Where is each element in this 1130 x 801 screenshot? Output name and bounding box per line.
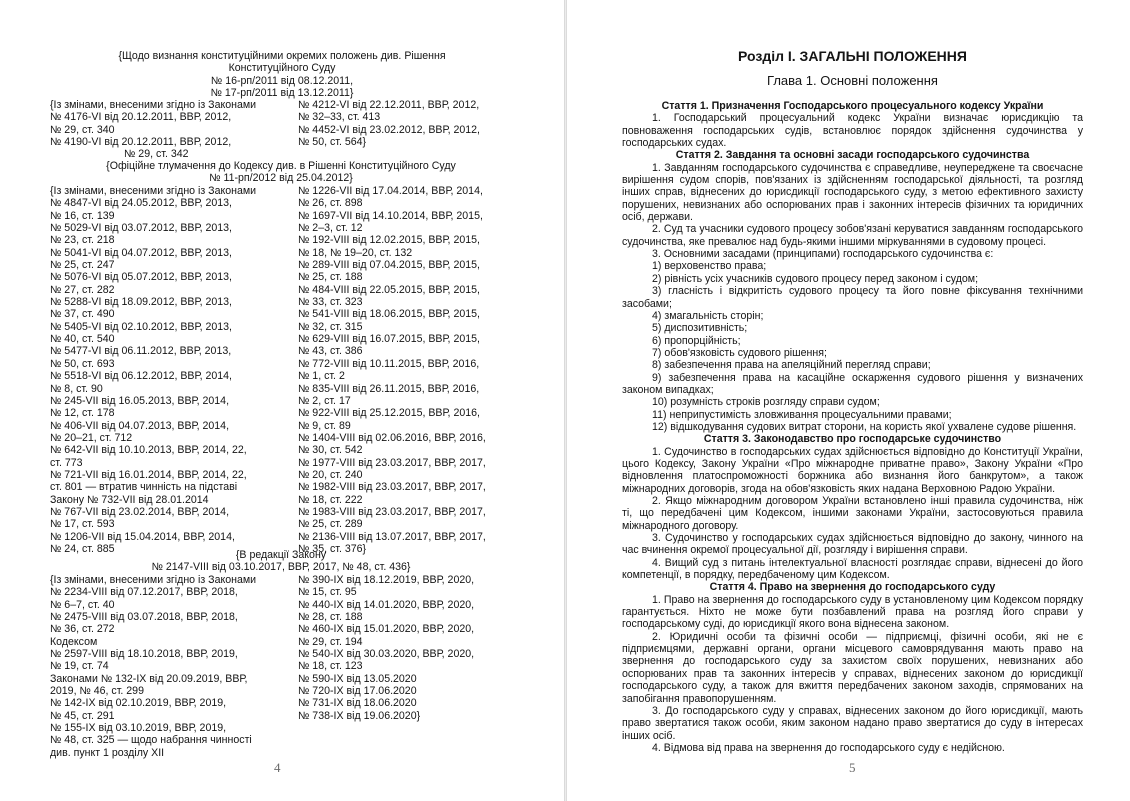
amendment-line: № 26, ст. 898: [298, 197, 363, 210]
amendment-line: № 43, ст. 386: [298, 345, 363, 358]
amendment-line: № 460-IX від 15.01.2020, ВВР, 2020,: [298, 623, 475, 636]
article-3-title: Стаття 3. Законодавство про господарське судочинство: [703, 433, 1002, 446]
amendment-line: № 4452-VI від 23.02.2012, ВВР, 2012,: [298, 123, 480, 136]
note-line: № 17-рп/2011 від 13.12.2011}: [210, 87, 354, 100]
amendment-line: № 245-VII від 16.05.2013, ВВР, 2014,: [50, 394, 230, 407]
amendment-line: № 1983-VIII від 23.03.2017, ВВР, 2017,: [298, 505, 486, 518]
amendment-line: № 390-IX від 18.12.2019, ВВР, 2020,: [298, 574, 475, 586]
amendment-line: № 5076-VI від 05.07.2012, ВВР, 2013,: [50, 271, 232, 284]
amendment-line: № 155-IX від 03.10.2019, ВВР, 2019,: [50, 722, 227, 735]
amendment-line: № 50, ст. 693: [50, 357, 115, 370]
article-2-title: Стаття 2. Завдання та основні засади господарського судочинства: [675, 149, 1030, 162]
amendments-2-right-column: [298, 185, 520, 555]
chapter-title: Глава 1. Основні положення: [767, 73, 938, 88]
amendment-line: № 5405-VI від 02.10.2012, ВВР, 2013,: [50, 320, 232, 333]
principle-item: 11) неприпустимість зловживання процесуальними правами;: [652, 408, 952, 421]
note-line: {В редакції Закону: [235, 549, 327, 561]
page-number-right: 5: [849, 760, 856, 775]
amendment-line: № 50, ст. 564}: [298, 136, 367, 149]
amendment-line: № 642-VII від 10.10.2013, ВВР, 2014, 22,: [50, 444, 247, 457]
official-interpretation-note: [36, 160, 526, 185]
amendment-line: № 4176-VI від 20.12.2011, ВВР, 2012,: [50, 111, 232, 124]
article-2-paragraph-2: 2. Суд та учасники судового процесу зобов'язані керуватися завданням господарського судочинства, яке превалює над будь-якими іншими міркуваннями в судовому процесі.: [622, 223, 1083, 248]
amendment-line: № 1977-VIII від 23.03.2017, ВВР, 2017,: [298, 456, 486, 469]
amendment-line: № 142-IX від 02.10.2019, ВВР, 2019,: [50, 697, 227, 710]
amendments-2-left-column: [50, 185, 298, 555]
article-3-paragraph-3: 3. Судочинство у господарських судах здійснюється відповідно до закону, чинного на час вчинення окремої процесуальної дії, розгляду і вирішення справи.: [622, 532, 1083, 557]
amendment-line: № 738-IX від 19.06.2020}: [298, 709, 421, 722]
section-title: Розділ І. ЗАГАЛЬНІ ПОЛОЖЕННЯ: [738, 48, 967, 64]
article-3-paragraph-1: 1. Судочинство в господарських судах здійснюється відповідно до Конституції України, цього Кодексу, Закону України «Про міжнародне приватне право», Закону України «Про відновлення платоспроможності боржника або визнання його банкрутом», а також міжнародних договорів, згода на обов'язковість яких надана Верховною Радою України.: [622, 445, 1083, 495]
amendment-line: № 28, ст. 188: [298, 611, 363, 624]
amendment-line: № 5029-VI від 03.07.2012, ВВР, 2013,: [50, 222, 232, 235]
amendment-line: № 2136-VIII від 13.07.2017, ВВР, 2017,: [298, 530, 486, 543]
amendment-line: № 18, № 19–20, ст. 132: [298, 246, 413, 259]
amendment-line: № 18, ст. 123: [298, 660, 363, 673]
amendment-line: № 33, ст. 323: [298, 296, 363, 309]
amendment-line: № 25, ст. 247: [50, 259, 115, 272]
amendment-line: № 440-IX від 14.01.2020, ВВР, 2020,: [298, 598, 475, 611]
amendment-line: № 484-VIII від 22.05.2015, ВВР, 2015,: [298, 283, 480, 296]
article-2-paragraph-1: 1. Завданням господарського судочинства є справедливе, неупереджене та своєчасне вирішення судом спорів, пов'язаних із здійсненням господарської діяльності, та розгляд інших справ, віднесених до юрисдикції господарського суду, з метою ефективного захисту порушених, невизнаних або оспорюваних прав і законних інтересів фізичних та юридичних осіб, держави.: [622, 161, 1083, 224]
amendment-line: № 4212-VI від 22.12.2011, ВВР, 2012,: [298, 99, 480, 111]
amendment-line: ст. 773: [50, 456, 83, 469]
amendment-line: № 5518-VI від 06.12.2012, ВВР, 2014,: [50, 370, 232, 383]
amendment-line: № 20, ст. 240: [298, 468, 363, 481]
amendment-line: № 2–3, ст. 12: [298, 222, 363, 235]
amendments-1-right-column: [298, 99, 520, 148]
amendment-line: № 48, ст. 325 — щодо набрання чинності: [50, 734, 252, 747]
article-3-paragraph-4: 4. Вищий суд з питань інтелектуальної власності розглядає справи, віднесені до його компетенції, в порядку, передбаченому цим Кодексом.: [622, 556, 1083, 582]
article-2-paragraph-3: 3. Основними засадами (принципами) господарського судочинства є:: [652, 248, 994, 261]
principle-item: 12) відшкодування судових витрат сторони, на користь якої ухвалене судове рішення.: [652, 420, 1077, 433]
amendment-line: № 541-VIII від 18.06.2015, ВВР, 2015,: [298, 308, 480, 321]
amendment-line: № 17, ст. 593: [50, 518, 115, 531]
amendment-line: № 1, ст. 2: [298, 370, 345, 383]
amendment-line: № 2, ст. 17: [298, 394, 351, 407]
article-3-paragraph-2: 2. Якщо міжнародним договором України встановлено інші правила судочинства, ніж ті, що передбачені цим Кодексом, іншими законами України, застосовуються правила міжнародного договору.: [622, 495, 1083, 532]
page-number-left: 4: [274, 760, 281, 775]
amendment-line: № 19, ст. 74: [50, 660, 109, 673]
right-page: [567, 0, 1130, 801]
amendment-line: № 15, ст. 95: [298, 586, 357, 599]
article-1-title: Стаття 1. Призначення Господарського процесуального кодексу України: [661, 100, 1044, 112]
amendment-line: № 731-IX від 18.06.2020: [298, 697, 417, 710]
revision-note: [36, 549, 526, 574]
principle-item: 2) рівність усіх учасників судового процесу перед законом і судом;: [652, 272, 979, 285]
amendment-line: № 5288-VI від 18.09.2012, ВВР, 2013,: [50, 296, 232, 309]
amendment-line: № 6–7, ст. 40: [50, 598, 115, 611]
article-4-paragraph-3: 3. До господарського суду у справах, віднесених законом до його юрисдикції, мають право звертатися також особи, яким законом надано право звертатися до суду в інтересах інших осіб.: [622, 704, 1083, 742]
note-line: № 16-рп/2011 від 08.12.2011,: [210, 74, 354, 87]
amendment-line: 2019, № 46, ст. 299: [50, 685, 144, 698]
amendment-line: № 8, ст. 90: [50, 382, 103, 395]
amendment-line: {Із змінами, внесеними згідно із Законами: [50, 99, 257, 111]
amendment-line: № 1206-VII від 15.04.2014, ВВР, 2014,: [50, 530, 235, 543]
amendment-line: № 23, ст. 218: [50, 234, 115, 247]
principle-item: 4) змагальність сторін;: [652, 309, 764, 322]
article-1-paragraph-1: 1. Господарський процесуальний кодекс України визначає юрисдикцію та повноваження господарських судів, встановлює порядок здійснення судочинства у господарських судах.: [622, 112, 1083, 150]
amendments-3-left-column: [50, 574, 298, 759]
amendment-line: № 29, ст. 194: [298, 635, 363, 648]
amendment-line: № 25, ст. 289: [298, 518, 363, 531]
amendment-line: № 720-IX від 17.06.2020: [298, 685, 417, 698]
left-page: [0, 0, 564, 801]
amendment-line: № 27, ст. 282: [50, 283, 115, 296]
principle-item: 3) гласність і відкритість судового процесу та його повне фіксування технічними засобами;: [622, 285, 1083, 310]
note-line: Конституційного Суду: [228, 62, 336, 75]
principle-item: 9) забезпечення права на касаційне оскарження судового рішення у визначених законом випадках;: [622, 371, 1083, 396]
amendment-line: № 36, ст. 272: [50, 623, 115, 636]
amendment-line: № 9, ст. 89: [298, 419, 351, 432]
amendment-line: № 30, ст. 542: [298, 444, 363, 457]
note-line: {Щодо визнання конституційними окремих положень див. Рішення: [118, 50, 446, 62]
amendment-line: № 629-VIII від 16.07.2015, ВВР, 2015,: [298, 333, 480, 346]
amendment-line: № 1982-VIII від 23.03.2017, ВВР, 2017,: [298, 481, 486, 494]
amendments-block-3: [50, 574, 520, 760]
principle-item: 8) забезпечення права на апеляційний перегляд справи;: [652, 359, 931, 372]
amendment-line: № 12, ст. 178: [50, 407, 115, 420]
amendment-line: № 406-VII від 04.07.2013, ВВР, 2014,: [50, 419, 230, 432]
amendment-line: № 20–21, ст. 712: [50, 431, 133, 444]
principle-item: 1) верховенство права;: [652, 260, 767, 273]
principle-item: 10) розумність строків розгляду справи судом;: [652, 396, 880, 409]
amendments-3-right-column: [298, 574, 520, 722]
amendment-line: № 29, ст. 340: [50, 123, 115, 136]
amendment-line: {Із змінами, внесеними згідно із Законами: [50, 574, 257, 586]
note-line: № 11-рп/2012 від 25.04.2012}: [209, 172, 353, 185]
article-4-paragraph-2: 2. Юридичні особи та фізичні особи — підприємці, фізичні особи, які не є підприємцями, державні органи, органи місцевого самоврядування мають право на звернення до господарського суду за захистом своїх порушених, невизнаних або оспорюваних прав та законних інтересів у справах, віднесених законом до юрисдикції господарського суду, а також для вжиття передбачених законом заходів, спрямованих на запобігання правопорушенням.: [622, 630, 1083, 705]
amendment-line: Кодексом: [50, 635, 98, 648]
principle-item: 5) диспозитивність;: [652, 322, 748, 335]
amendment-line: № 29, ст. 342: [124, 148, 189, 161]
amendment-line: № 40, ст. 540: [50, 333, 115, 346]
principle-item: 6) пропорційність;: [652, 334, 741, 347]
amendment-line: № 5477-VI від 06.11.2012, ВВР, 2013,: [50, 345, 232, 358]
amendment-line: № 2234-VIII від 07.12.2017, ВВР, 2018,: [50, 586, 238, 599]
note-line: {Офіційне тлумачення до Кодексу див. в Рішенні Конституційного Суду: [106, 160, 456, 172]
amendment-line: ст. 801 — втратив чинність на підставі: [50, 481, 238, 494]
amendment-line: № 4847-VI від 24.05.2012, ВВР, 2013,: [50, 197, 232, 210]
amendment-line: № 590-IX від 13.05.2020: [298, 672, 417, 685]
amendment-line: див. пункт 1 розділу XII: [50, 746, 165, 759]
amendment-line: № 4190-VI від 20.12.2011, ВВР, 2012,: [50, 136, 232, 149]
amendment-line: № 1226-VII від 17.04.2014, ВВР, 2014,: [298, 185, 483, 197]
chapter-body: [622, 100, 1083, 754]
principles-list: [622, 260, 1083, 433]
amendment-line: № 24, ст. 885: [50, 542, 115, 555]
amendment-line: № 835-VIII від 26.11.2015, ВВР, 2016,: [298, 382, 480, 395]
amendment-line: № 2475-VIII від 03.07.2018, ВВР, 2018,: [50, 611, 238, 624]
amendment-line: № 35, ст. 376}: [298, 542, 367, 555]
amendment-line: № 289-VIII від 07.04.2015, ВВР, 2015,: [298, 259, 480, 272]
amendment-line: № 32–33, ст. 413: [298, 111, 381, 124]
amendment-line: № 922-VIII від 25.12.2015, ВВР, 2016,: [298, 407, 480, 420]
amendment-line: № 192-VIII від 12.02.2015, ВВР, 2015,: [298, 234, 480, 247]
amendment-line: Закону № 732-VII від 28.01.2014: [50, 493, 209, 506]
amendment-line: № 1697-VII від 14.10.2014, ВВР, 2015,: [298, 209, 483, 222]
article-4-title: Стаття 4. Право на звернення до господарського суду: [709, 581, 996, 594]
amendment-line: № 767-VII від 23.02.2014, ВВР, 2014,: [50, 505, 230, 518]
article-4-paragraph-4: 4. Відмова від права на звернення до господарського суду є недійсною.: [652, 741, 1005, 754]
amendment-line: № 37, ст. 490: [50, 308, 115, 321]
amendments-1-left-column: [50, 99, 298, 161]
amendment-line: № 45, ст. 291: [50, 709, 115, 722]
amendment-line: № 721-VII від 16.01.2014, ВВР, 2014, 22,: [50, 468, 247, 481]
amendment-line: № 2597-VIII від 18.10.2018, ВВР, 2019,: [50, 648, 238, 661]
article-4-paragraph-1: 1. Право на звернення до господарського суду в установленому цим Кодексом порядку гарантується. Ніхто не може бути позбавлений права на розгляд його справи у господарському суді, до юрисдикції якого вона віднесена законом.: [622, 593, 1083, 631]
amendment-line: № 16, ст. 139: [50, 209, 115, 222]
amendment-line: {Із змінами, внесеними згідно із Законами: [50, 185, 257, 197]
note-line: № 2147-VIII від 03.10.2017, ВВР, 2017, № 48, ст. 436}: [151, 561, 411, 574]
amendment-line: № 540-IX від 30.03.2020, ВВР, 2020,: [298, 648, 475, 661]
amendment-line: № 1404-VIII від 02.06.2016, ВВР, 2016,: [298, 431, 486, 444]
amendment-line: № 772-VIII від 10.11.2015, ВВР, 2016,: [298, 357, 480, 370]
amendments-block-2: [50, 185, 520, 557]
amendment-line: Законами № 132-IX від 20.09.2019, ВВР,: [50, 672, 248, 685]
amendment-line: № 25, ст. 188: [298, 271, 363, 284]
amendment-line: № 32, ст. 315: [298, 320, 363, 333]
amendment-line: № 5041-VI від 04.07.2012, ВВР, 2013,: [50, 246, 232, 259]
amendment-line: № 18, ст. 222: [298, 493, 363, 506]
principle-item: 7) обов'язковість судового рішення;: [652, 346, 827, 359]
amendments-block-1: [50, 99, 520, 161]
constitutional-court-note: [52, 50, 512, 99]
